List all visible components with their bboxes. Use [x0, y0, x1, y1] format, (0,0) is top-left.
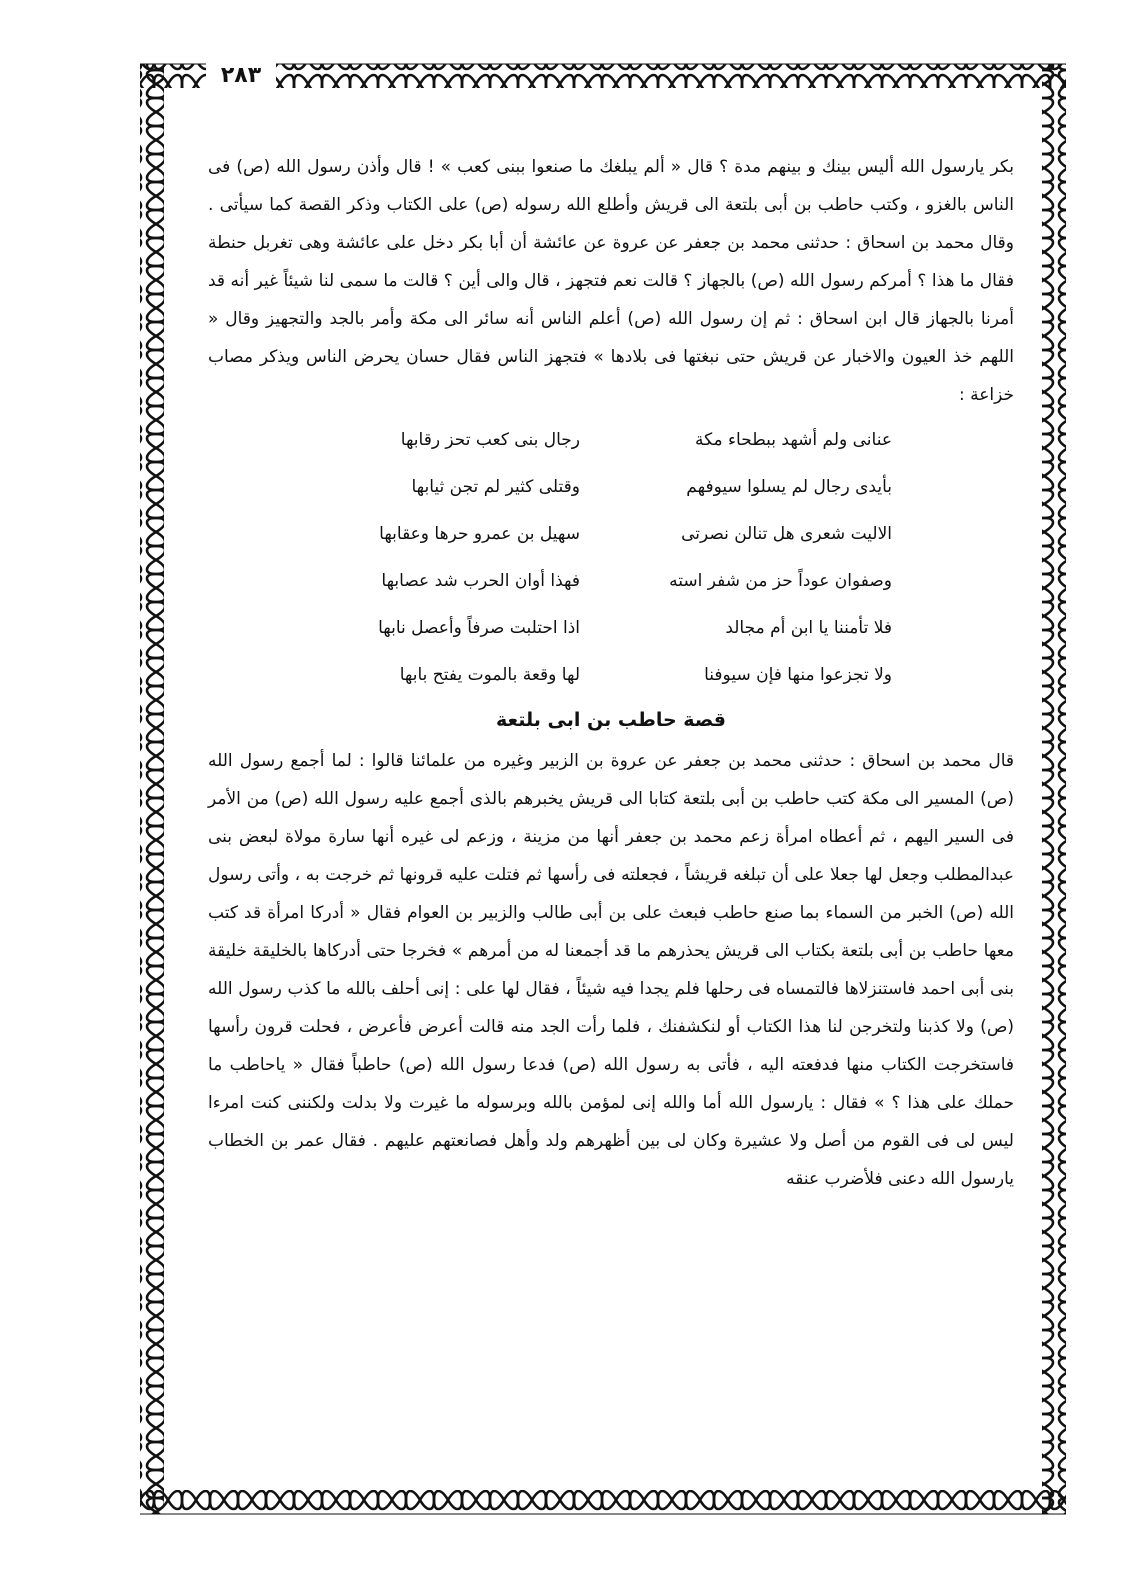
page-number: ٢٨٣: [206, 62, 276, 90]
verse-second-hemistich: سهيل بن عمرو حرها وعقابها: [379, 523, 580, 544]
poem-verse: [208, 651, 1014, 698]
poem-verse: [208, 463, 1014, 510]
poem-verse: [208, 416, 1014, 463]
verse-first-hemistich: عنانى ولم أشهد ببطحاء مكة: [695, 429, 892, 450]
verse-first-hemistich: الاليت شعرى هل تنالن نصرتى: [681, 523, 892, 544]
page-body: [208, 148, 1014, 1198]
story-paragraph: قال محمد بن اسحاق : حدثنى محمد بن جعفر عن عروة بن الزبير وغيره من علمائنا قالوا : لما أجمع رسول الله (ص) المسير الى مكة كتب حاطب بن أبى بلتعة كتابا الى قريش يخبرهم بالذى أجمع عليه رسول الله (ص) من الأمر فى السير اليهم ، ثم أعطاه امرأة زعم محمد بن جعفر أنها من مزينة ، وزعم لى غيره أنها سارة مولاة لبعض بنى عبدالمطلب وجعل لها جعلا على أن تبلغه قريشاً ، فجعلته فى رأسها ثم فتلت عليه قرونها ثم خرجت به ، وأتى رسول الله (ص) الخبر من السماء بما صنع حاطب فبعث على بن أبى طالب والزبير بن العوام فقال « أدركا امرأة قد كتب معها حاطب بن أبى بلتعة بكتاب الى قريش يحذرهم ما قد أجمعنا له من أمرهم » فخرجا حتى أدركاها بالخليقة خليقة بنى أبى احمد فاستنزلاها فالتمساه فى رحلها فلم يجدا فيه شيئاً ، فقال لها على : إنى أحلف بالله ما كذب رسول الله (ص) ولا كذبنا ولتخرجن لنا هذا الكتاب أو لنكشفنك ، فلما رأت الجد منه قالت أعرض فأعرض ، فحلت قرون رأسها فاستخرجت الكتاب منها فدفعته اليه ، فأتى به رسول الله (ص) فدعا رسول الله (ص) حاطباً فقال « ياحاطب ما حملك على هذا ؟ » فقال : يارسول الله أما والله إنى لمؤمن بالله وبرسوله ما غيرت ولا بدلت ولكننى كنت امرءا ليس لى فى القوم من أصل ولا عشيرة وكان لى بين أظهرهم ولد وأهل فصانعتهم عليهم . فقال عمر بن الخطاب يارسول الله دعنى فلأضرب عنقه: [208, 751, 1014, 1189]
verse-second-hemistich: وقتلى كثير لم تجن ثيابها: [411, 476, 580, 497]
verse-first-hemistich: فلا تأمننا يا ابن أم مجالد: [725, 617, 892, 638]
poem-verse: [208, 557, 1014, 604]
verse-first-hemistich: ولا تجزعوا منها فإن سيوفنا: [704, 664, 892, 685]
poem: [208, 416, 1014, 698]
intro-paragraph: بكر يارسول الله أليس بينك و بينهم مدة ؟ قال « ألم يبلغك ما صنعوا ببنى كعب » ! قال وأذن رسول الله (ص) فى الناس بالغزو ، وكتب حاطب بن أبى بلتعة الى قريش وأطلع الله رسوله (ص) على الكتاب وذكر القصة كما سيأتى . وقال محمد بن اسحاق : حدثنى محمد بن جعفر عن عروة عن عائشة أن أبا بكر دخل على عائشة وهى تغربل حنطة فقال ما هذا ؟ أمركم رسول الله (ص) بالجهاز ؟ قالت نعم فتجهز ، قال والى أين ؟ قالت ما سمى لنا شيئاً غير أنه قد أمرنا بالجهاز قال ابن اسحاق : ثم إن رسول الله (ص) أعلم الناس أنه سائر الى مكة وأمر بالجد والتجهيز وقال « اللهم خذ العيون والاخبار عن قريش حتى نبغتها فى بلادها » فتجهز الناس فقال حسان يحرض الناس ويذكر مصاب خزاعة :: [208, 157, 1014, 405]
section-title: قصة حاطب بن ابى بلتعة: [496, 709, 726, 731]
verse-first-hemistich: وصفوان عوداً حز من شفر استه: [669, 570, 892, 591]
verse-second-hemistich: فهذا أوان الحرب شد عصابها: [381, 570, 580, 591]
poem-verse: [208, 510, 1014, 557]
poem-verse: [208, 604, 1014, 651]
verse-second-hemistich: لها وقعة بالموت يفتح بابها: [399, 664, 580, 685]
verse-second-hemistich: اذا احتلبت صرفاً وأعصل نابها: [378, 617, 580, 638]
verse-second-hemistich: رجال بنى كعب تحز رقابها: [400, 429, 580, 450]
verse-first-hemistich: بأيدى رجال لم يسلوا سيوفهم: [686, 476, 892, 497]
